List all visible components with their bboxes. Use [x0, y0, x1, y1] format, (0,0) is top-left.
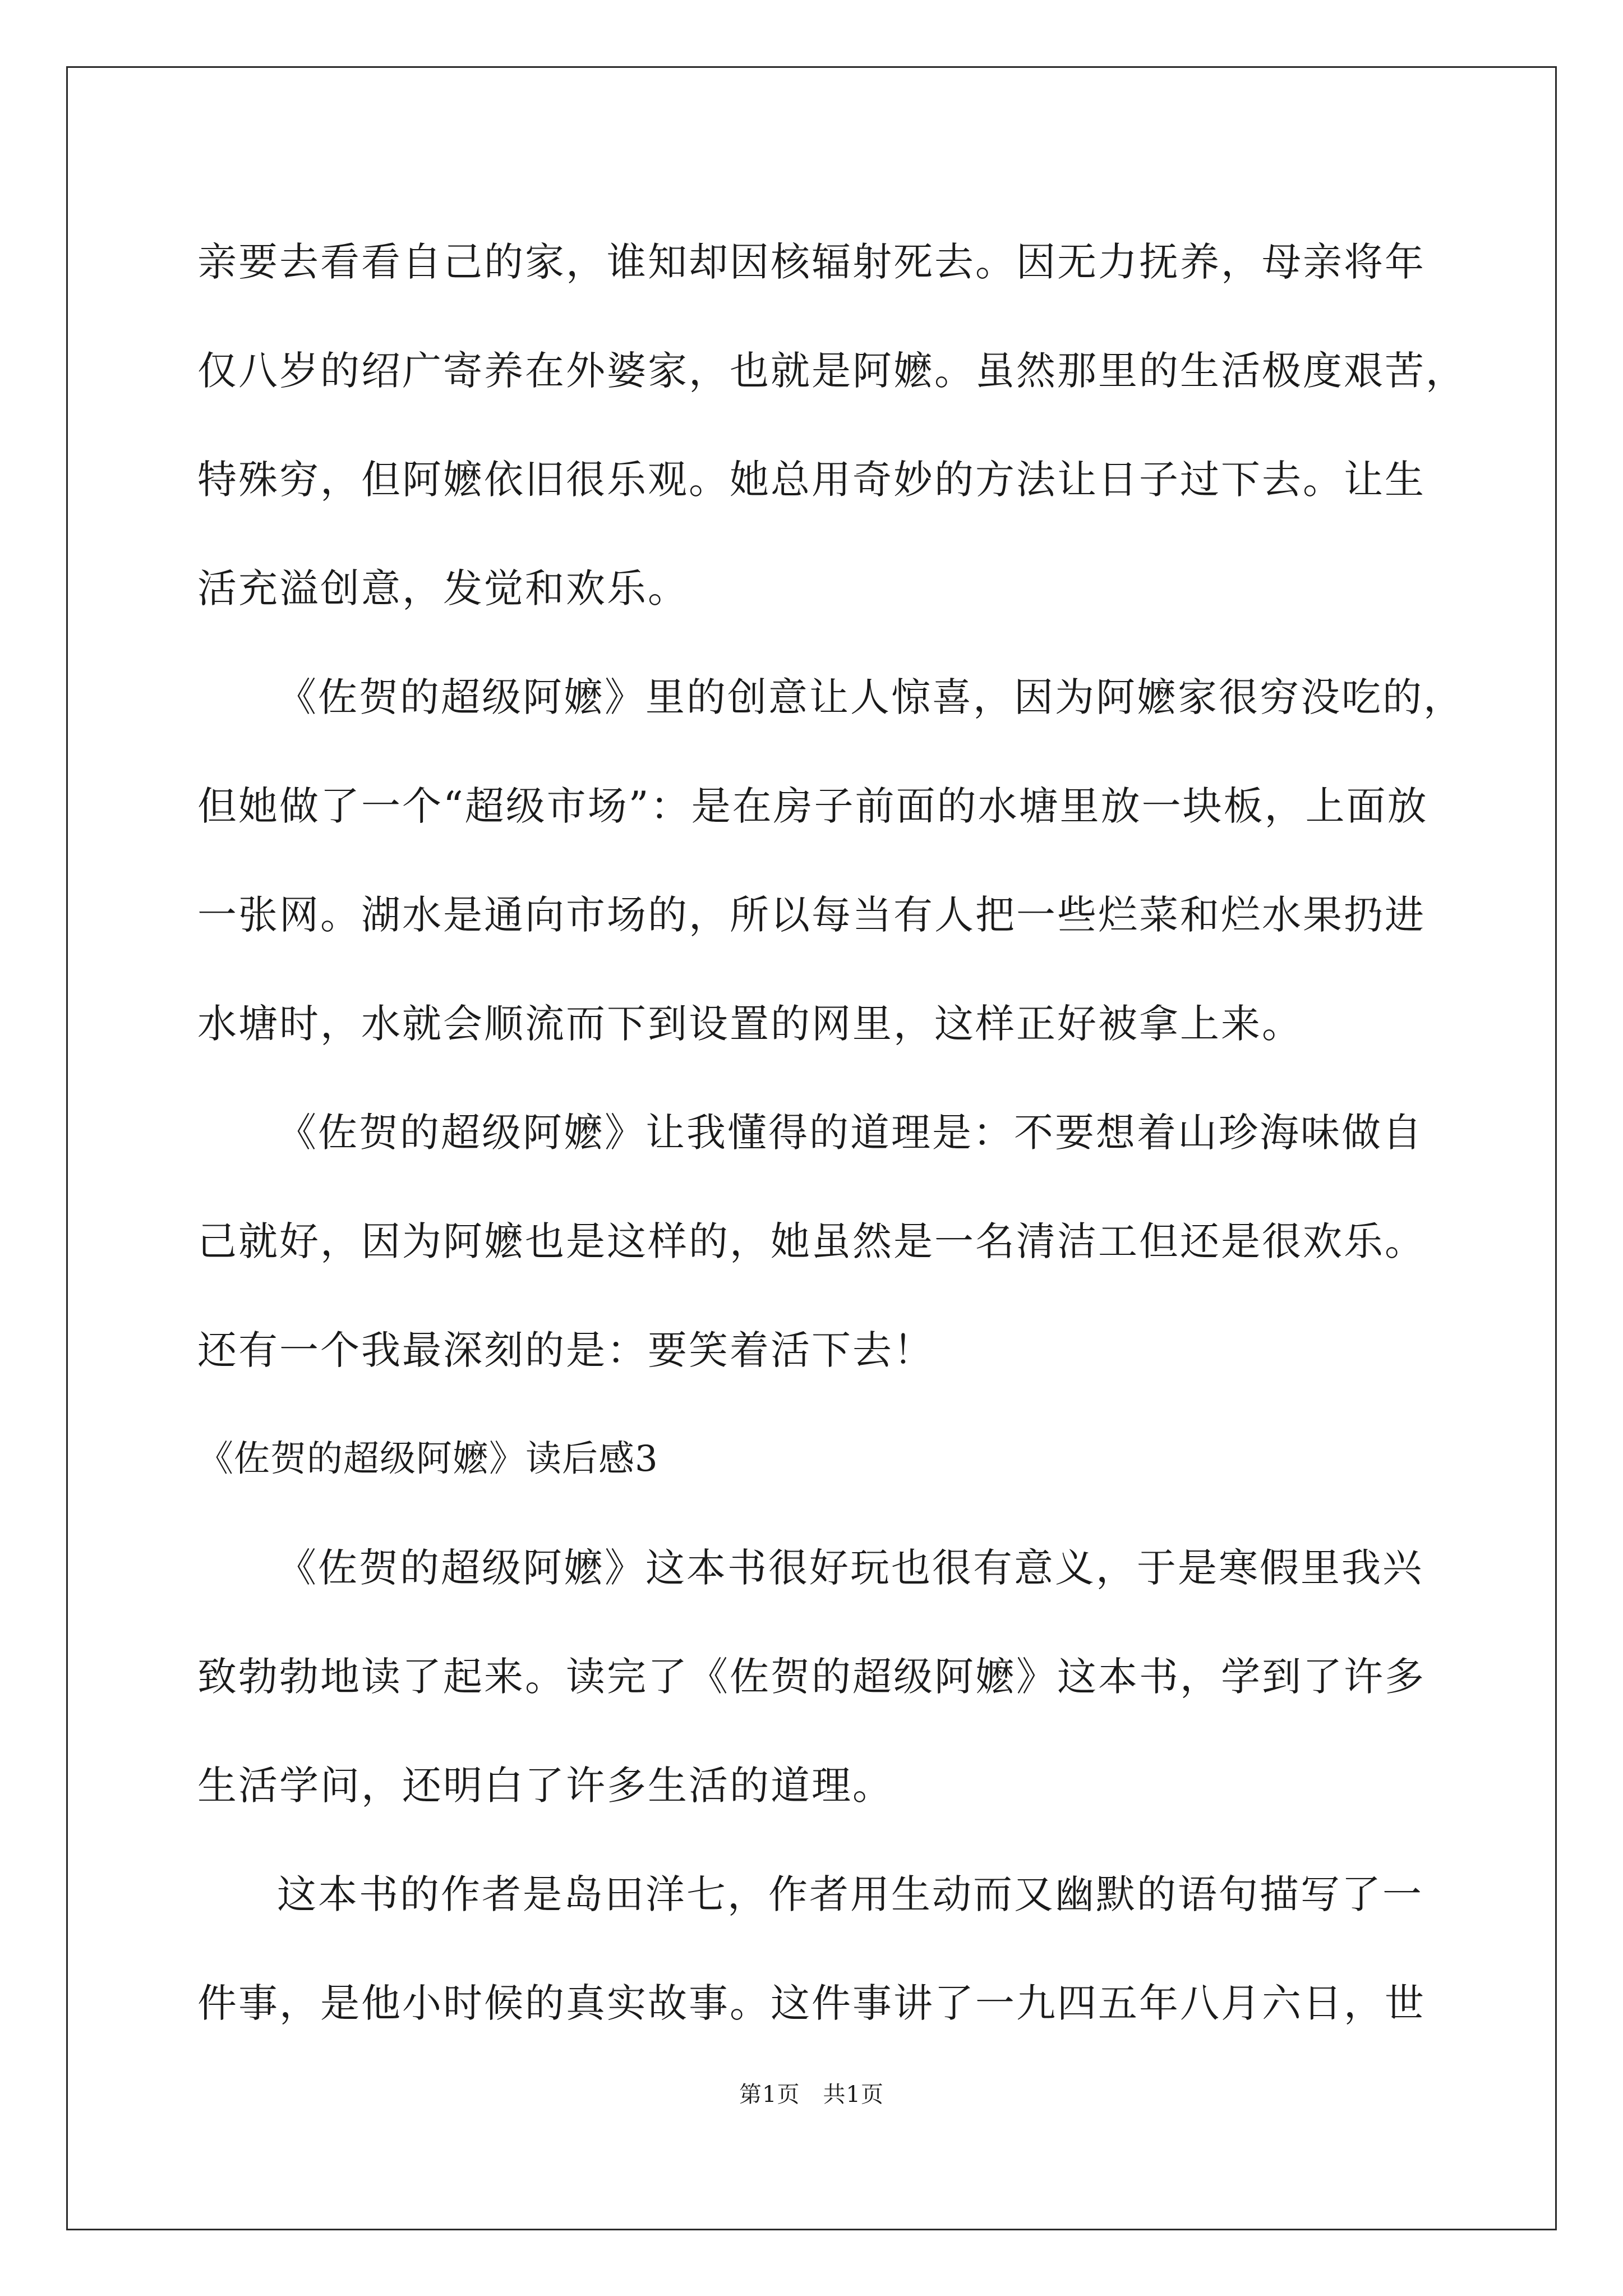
paragraph-first-line: 《佐贺的超级阿嬷》这本书很好玩也很有意义，于是寒假里我兴 — [277, 1545, 1423, 1591]
paragraph-first-line: 《佐贺的超级阿嬷》里的创意让人惊喜，因为阿嬷家很穷没吃的， — [277, 674, 1464, 720]
text-line: 特殊穷，但阿嬷依旧很乐观。她总用奇妙的方法让日子过下去。让生 — [197, 457, 1426, 503]
text-line: 活充溢创意，发觉和欢乐。 — [197, 565, 689, 611]
text-line: 水塘时，水就会顺流而下到设置的网里，这样正好被拿上来。 — [197, 1001, 1303, 1047]
text-line: 己就好，因为阿嬷也是这样的，她虽然是一名清洁工但还是很欢乐。 — [197, 1218, 1426, 1264]
page-number-footer: 第1页 共1页 — [739, 2082, 884, 2108]
paragraph-first-line: 《佐贺的超级阿嬷》让我懂得的道理是：不要想着山珍海味做自 — [277, 1110, 1423, 1156]
section-heading: 《佐贺的超级阿嬷》读后感3 — [197, 1438, 658, 1480]
text-line: 一张网。湖水是通向市场的，所以每当有人把一些烂菜和烂水果扔进 — [197, 892, 1426, 938]
text-line: 件事，是他小时候的真实故事。这件事讲了一九四五年八月六日，世 — [197, 1980, 1426, 2026]
text-line: 还有一个我最深刻的是：要笑着活下去！ — [197, 1327, 934, 1373]
text-line: 仅八岁的绍广寄养在外婆家，也就是阿嬷。虽然那里的生活极度艰苦， — [197, 348, 1467, 394]
text-line: 致勃勃地读了起来。读完了《佐贺的超级阿嬷》这本书，学到了许多 — [197, 1654, 1426, 1700]
document-body — [197, 208, 1467, 2058]
text-line: 但她做了一个“超级市场”：是在房子前面的水塘里放一块板，上面放 — [197, 783, 1428, 829]
text-line: 生活学问，还明白了许多生活的道理。 — [197, 1763, 893, 1809]
paragraph-first-line: 这本书的作者是岛田洋七，作者用生动而又幽默的语句描写了一 — [277, 1871, 1423, 1917]
text-line: 亲要去看看自己的家，谁知却因核辐射死去。因无力抚养，母亲将年 — [197, 239, 1426, 285]
